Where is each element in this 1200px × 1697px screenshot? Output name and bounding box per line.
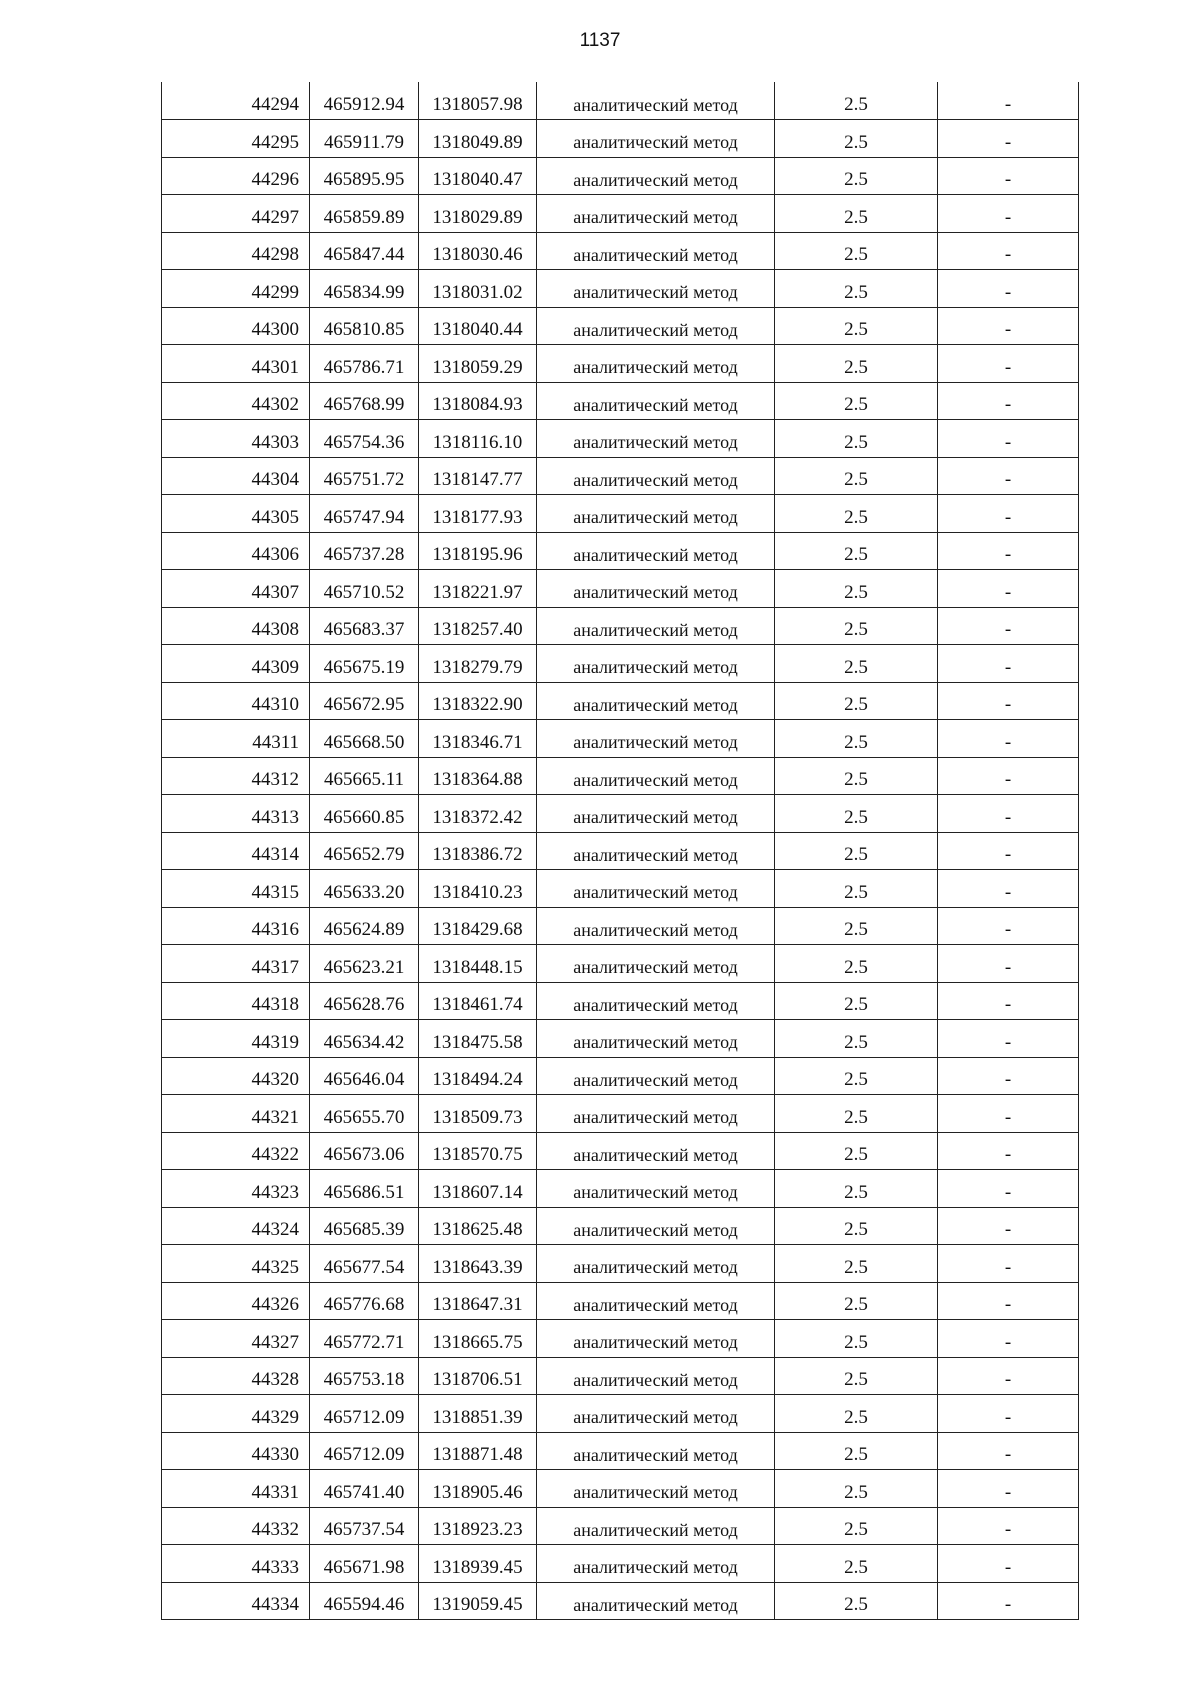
method-cell: аналитический метод	[537, 1395, 775, 1433]
accuracy-cell: 2.5	[775, 1395, 938, 1433]
accuracy-cell: 2.5	[775, 82, 938, 120]
accuracy-cell: 2.5	[775, 457, 938, 495]
y-coordinate-cell: 1318905.46	[419, 1470, 537, 1508]
point-number-cell: 44313	[162, 795, 310, 833]
point-number-cell: 44303	[162, 420, 310, 458]
note-cell: -	[938, 532, 1079, 570]
table-row	[162, 1582, 1079, 1620]
note-cell: -	[938, 1207, 1079, 1245]
method-cell: аналитический метод	[537, 1095, 775, 1133]
note-cell: -	[938, 420, 1079, 458]
y-coordinate-cell: 1318643.39	[419, 1245, 537, 1283]
method-cell: аналитический метод	[537, 945, 775, 983]
y-coordinate-cell: 1318364.88	[419, 757, 537, 795]
point-number-cell: 44296	[162, 157, 310, 195]
y-coordinate-cell: 1318049.89	[419, 120, 537, 158]
method-cell: аналитический метод	[537, 82, 775, 120]
x-coordinate-cell: 465683.37	[310, 607, 419, 645]
accuracy-cell: 2.5	[775, 1507, 938, 1545]
accuracy-cell: 2.5	[775, 982, 938, 1020]
table-body	[162, 82, 1079, 1620]
method-cell: аналитический метод	[537, 645, 775, 683]
x-coordinate-cell: 465786.71	[310, 345, 419, 383]
table-row	[162, 1432, 1079, 1470]
x-coordinate-cell: 465772.71	[310, 1320, 419, 1358]
y-coordinate-cell: 1318040.47	[419, 157, 537, 195]
y-coordinate-cell: 1318607.14	[419, 1170, 537, 1208]
x-coordinate-cell: 465712.09	[310, 1432, 419, 1470]
x-coordinate-cell: 465634.42	[310, 1020, 419, 1058]
method-cell: аналитический метод	[537, 120, 775, 158]
method-cell: аналитический метод	[537, 1282, 775, 1320]
table-row	[162, 982, 1079, 1020]
method-cell: аналитический метод	[537, 720, 775, 758]
x-coordinate-cell: 465847.44	[310, 232, 419, 270]
note-cell: -	[938, 1545, 1079, 1583]
point-number-cell: 44308	[162, 607, 310, 645]
coordinates-table	[161, 82, 1079, 1620]
note-cell: -	[938, 1020, 1079, 1058]
accuracy-cell: 2.5	[775, 795, 938, 833]
x-coordinate-cell: 465741.40	[310, 1470, 419, 1508]
accuracy-cell: 2.5	[775, 1245, 938, 1283]
note-cell: -	[938, 720, 1079, 758]
x-coordinate-cell: 465665.11	[310, 757, 419, 795]
x-coordinate-cell: 465668.50	[310, 720, 419, 758]
x-coordinate-cell: 465673.06	[310, 1132, 419, 1170]
y-coordinate-cell: 1318448.15	[419, 945, 537, 983]
point-number-cell: 44301	[162, 345, 310, 383]
accuracy-cell: 2.5	[775, 1132, 938, 1170]
point-number-cell: 44315	[162, 870, 310, 908]
x-coordinate-cell: 465768.99	[310, 382, 419, 420]
page-number: 1137	[579, 30, 621, 51]
point-number-cell: 44306	[162, 532, 310, 570]
y-coordinate-cell: 1318372.42	[419, 795, 537, 833]
point-number-cell: 44317	[162, 945, 310, 983]
y-coordinate-cell: 1318040.44	[419, 307, 537, 345]
y-coordinate-cell: 1318509.73	[419, 1095, 537, 1133]
x-coordinate-cell: 465633.20	[310, 870, 419, 908]
coordinates-table-container	[161, 82, 1078, 1620]
point-number-cell: 44326	[162, 1282, 310, 1320]
x-coordinate-cell: 465685.39	[310, 1207, 419, 1245]
table-row	[162, 1545, 1079, 1583]
y-coordinate-cell: 1319059.45	[419, 1582, 537, 1620]
table-row	[162, 1470, 1079, 1508]
table-row	[162, 945, 1079, 983]
accuracy-cell: 2.5	[775, 270, 938, 308]
table-row	[162, 382, 1079, 420]
y-coordinate-cell: 1318625.48	[419, 1207, 537, 1245]
table-row	[162, 1320, 1079, 1358]
accuracy-cell: 2.5	[775, 645, 938, 683]
point-number-cell: 44334	[162, 1582, 310, 1620]
y-coordinate-cell: 1318475.58	[419, 1020, 537, 1058]
point-number-cell: 44307	[162, 570, 310, 608]
point-number-cell: 44299	[162, 270, 310, 308]
table-row	[162, 1020, 1079, 1058]
y-coordinate-cell: 1318429.68	[419, 907, 537, 945]
x-coordinate-cell: 465686.51	[310, 1170, 419, 1208]
x-coordinate-cell: 465655.70	[310, 1095, 419, 1133]
table-row	[162, 757, 1079, 795]
table-row	[162, 607, 1079, 645]
table-row	[162, 270, 1079, 308]
point-number-cell: 44311	[162, 720, 310, 758]
table-row	[162, 82, 1079, 120]
accuracy-cell: 2.5	[775, 1282, 938, 1320]
method-cell: аналитический метод	[537, 1245, 775, 1283]
y-coordinate-cell: 1318257.40	[419, 607, 537, 645]
table-row	[162, 120, 1079, 158]
y-coordinate-cell: 1318386.72	[419, 832, 537, 870]
table-row	[162, 307, 1079, 345]
x-coordinate-cell: 465652.79	[310, 832, 419, 870]
method-cell: аналитический метод	[537, 570, 775, 608]
x-coordinate-cell: 465754.36	[310, 420, 419, 458]
x-coordinate-cell: 465594.46	[310, 1582, 419, 1620]
table-row	[162, 232, 1079, 270]
accuracy-cell: 2.5	[775, 832, 938, 870]
accuracy-cell: 2.5	[775, 1095, 938, 1133]
accuracy-cell: 2.5	[775, 720, 938, 758]
method-cell: аналитический метод	[537, 907, 775, 945]
y-coordinate-cell: 1318084.93	[419, 382, 537, 420]
accuracy-cell: 2.5	[775, 870, 938, 908]
accuracy-cell: 2.5	[775, 495, 938, 533]
table-row	[162, 1507, 1079, 1545]
note-cell: -	[938, 1357, 1079, 1395]
method-cell: аналитический метод	[537, 607, 775, 645]
point-number-cell: 44304	[162, 457, 310, 495]
accuracy-cell: 2.5	[775, 307, 938, 345]
table-row	[162, 870, 1079, 908]
note-cell: -	[938, 1095, 1079, 1133]
x-coordinate-cell: 465628.76	[310, 982, 419, 1020]
point-number-cell: 44305	[162, 495, 310, 533]
note-cell: -	[938, 832, 1079, 870]
method-cell: аналитический метод	[537, 1132, 775, 1170]
method-cell: аналитический метод	[537, 1207, 775, 1245]
y-coordinate-cell: 1318939.45	[419, 1545, 537, 1583]
method-cell: аналитический метод	[537, 195, 775, 233]
y-coordinate-cell: 1318851.39	[419, 1395, 537, 1433]
method-cell: аналитический метод	[537, 495, 775, 533]
note-cell: -	[938, 157, 1079, 195]
x-coordinate-cell: 465859.89	[310, 195, 419, 233]
method-cell: аналитический метод	[537, 270, 775, 308]
table-row	[162, 457, 1079, 495]
note-cell: -	[938, 570, 1079, 608]
point-number-cell: 44319	[162, 1020, 310, 1058]
table-row	[162, 1207, 1079, 1245]
y-coordinate-cell: 1318923.23	[419, 1507, 537, 1545]
point-number-cell: 44322	[162, 1132, 310, 1170]
x-coordinate-cell: 465810.85	[310, 307, 419, 345]
y-coordinate-cell: 1318059.29	[419, 345, 537, 383]
x-coordinate-cell: 465672.95	[310, 682, 419, 720]
point-number-cell: 44310	[162, 682, 310, 720]
y-coordinate-cell: 1318570.75	[419, 1132, 537, 1170]
y-coordinate-cell: 1318322.90	[419, 682, 537, 720]
point-number-cell: 44327	[162, 1320, 310, 1358]
point-number-cell: 44298	[162, 232, 310, 270]
method-cell: аналитический метод	[537, 1470, 775, 1508]
table-row	[162, 495, 1079, 533]
method-cell: аналитический метод	[537, 532, 775, 570]
method-cell: аналитический метод	[537, 757, 775, 795]
accuracy-cell: 2.5	[775, 1545, 938, 1583]
accuracy-cell: 2.5	[775, 757, 938, 795]
x-coordinate-cell: 465660.85	[310, 795, 419, 833]
y-coordinate-cell: 1318057.98	[419, 82, 537, 120]
table-row	[162, 795, 1079, 833]
note-cell: -	[938, 1320, 1079, 1358]
table-row	[162, 532, 1079, 570]
table-row	[162, 1357, 1079, 1395]
note-cell: -	[938, 382, 1079, 420]
table-row	[162, 907, 1079, 945]
note-cell: -	[938, 232, 1079, 270]
method-cell: аналитический метод	[537, 682, 775, 720]
method-cell: аналитический метод	[537, 420, 775, 458]
accuracy-cell: 2.5	[775, 945, 938, 983]
note-cell: -	[938, 270, 1079, 308]
method-cell: аналитический метод	[537, 382, 775, 420]
method-cell: аналитический метод	[537, 870, 775, 908]
table-row	[162, 420, 1079, 458]
y-coordinate-cell: 1318494.24	[419, 1057, 537, 1095]
note-cell: -	[938, 645, 1079, 683]
x-coordinate-cell: 465737.54	[310, 1507, 419, 1545]
note-cell: -	[938, 1432, 1079, 1470]
accuracy-cell: 2.5	[775, 195, 938, 233]
note-cell: -	[938, 1245, 1079, 1283]
point-number-cell: 44316	[162, 907, 310, 945]
method-cell: аналитический метод	[537, 1170, 775, 1208]
accuracy-cell: 2.5	[775, 420, 938, 458]
method-cell: аналитический метод	[537, 1020, 775, 1058]
point-number-cell: 44323	[162, 1170, 310, 1208]
method-cell: аналитический метод	[537, 1582, 775, 1620]
y-coordinate-cell: 1318116.10	[419, 420, 537, 458]
point-number-cell: 44331	[162, 1470, 310, 1508]
point-number-cell: 44333	[162, 1545, 310, 1583]
note-cell: -	[938, 1582, 1079, 1620]
method-cell: аналитический метод	[537, 795, 775, 833]
y-coordinate-cell: 1318221.97	[419, 570, 537, 608]
note-cell: -	[938, 345, 1079, 383]
method-cell: аналитический метод	[537, 832, 775, 870]
point-number-cell: 44314	[162, 832, 310, 870]
x-coordinate-cell: 465911.79	[310, 120, 419, 158]
x-coordinate-cell: 465747.94	[310, 495, 419, 533]
note-cell: -	[938, 1132, 1079, 1170]
method-cell: аналитический метод	[537, 982, 775, 1020]
point-number-cell: 44320	[162, 1057, 310, 1095]
y-coordinate-cell: 1318871.48	[419, 1432, 537, 1470]
x-coordinate-cell: 465753.18	[310, 1357, 419, 1395]
note-cell: -	[938, 195, 1079, 233]
table-row	[162, 645, 1079, 683]
note-cell: -	[938, 870, 1079, 908]
y-coordinate-cell: 1318346.71	[419, 720, 537, 758]
method-cell: аналитический метод	[537, 157, 775, 195]
method-cell: аналитический метод	[537, 1357, 775, 1395]
y-coordinate-cell: 1318410.23	[419, 870, 537, 908]
accuracy-cell: 2.5	[775, 1470, 938, 1508]
x-coordinate-cell: 465677.54	[310, 1245, 419, 1283]
x-coordinate-cell: 465751.72	[310, 457, 419, 495]
accuracy-cell: 2.5	[775, 607, 938, 645]
note-cell: -	[938, 1170, 1079, 1208]
y-coordinate-cell: 1318147.77	[419, 457, 537, 495]
y-coordinate-cell: 1318031.02	[419, 270, 537, 308]
point-number-cell: 44328	[162, 1357, 310, 1395]
accuracy-cell: 2.5	[775, 1207, 938, 1245]
note-cell: -	[938, 1057, 1079, 1095]
x-coordinate-cell: 465623.21	[310, 945, 419, 983]
point-number-cell: 44329	[162, 1395, 310, 1433]
table-row	[162, 682, 1079, 720]
note-cell: -	[938, 307, 1079, 345]
method-cell: аналитический метод	[537, 1320, 775, 1358]
y-coordinate-cell: 1318030.46	[419, 232, 537, 270]
x-coordinate-cell: 465776.68	[310, 1282, 419, 1320]
x-coordinate-cell: 465671.98	[310, 1545, 419, 1583]
accuracy-cell: 2.5	[775, 345, 938, 383]
table-row	[162, 1245, 1079, 1283]
accuracy-cell: 2.5	[775, 382, 938, 420]
table-row	[162, 1095, 1079, 1133]
table-row	[162, 832, 1079, 870]
point-number-cell: 44318	[162, 982, 310, 1020]
table-row	[162, 570, 1079, 608]
note-cell: -	[938, 82, 1079, 120]
method-cell: аналитический метод	[537, 1507, 775, 1545]
x-coordinate-cell: 465834.99	[310, 270, 419, 308]
accuracy-cell: 2.5	[775, 1020, 938, 1058]
point-number-cell: 44325	[162, 1245, 310, 1283]
note-cell: -	[938, 945, 1079, 983]
x-coordinate-cell: 465895.95	[310, 157, 419, 195]
y-coordinate-cell: 1318195.96	[419, 532, 537, 570]
table-row	[162, 345, 1079, 383]
x-coordinate-cell: 465646.04	[310, 1057, 419, 1095]
note-cell: -	[938, 495, 1079, 533]
point-number-cell: 44309	[162, 645, 310, 683]
x-coordinate-cell: 465710.52	[310, 570, 419, 608]
point-number-cell: 44312	[162, 757, 310, 795]
table-row	[162, 1282, 1079, 1320]
y-coordinate-cell: 1318647.31	[419, 1282, 537, 1320]
accuracy-cell: 2.5	[775, 157, 938, 195]
accuracy-cell: 2.5	[775, 120, 938, 158]
note-cell: -	[938, 1282, 1079, 1320]
point-number-cell: 44332	[162, 1507, 310, 1545]
note-cell: -	[938, 757, 1079, 795]
table-row	[162, 1057, 1079, 1095]
table-row	[162, 195, 1079, 233]
accuracy-cell: 2.5	[775, 1432, 938, 1470]
y-coordinate-cell: 1318279.79	[419, 645, 537, 683]
accuracy-cell: 2.5	[775, 907, 938, 945]
x-coordinate-cell: 465912.94	[310, 82, 419, 120]
x-coordinate-cell: 465737.28	[310, 532, 419, 570]
accuracy-cell: 2.5	[775, 570, 938, 608]
note-cell: -	[938, 795, 1079, 833]
accuracy-cell: 2.5	[775, 232, 938, 270]
note-cell: -	[938, 982, 1079, 1020]
note-cell: -	[938, 607, 1079, 645]
accuracy-cell: 2.5	[775, 1170, 938, 1208]
y-coordinate-cell: 1318461.74	[419, 982, 537, 1020]
note-cell: -	[938, 1507, 1079, 1545]
y-coordinate-cell: 1318029.89	[419, 195, 537, 233]
method-cell: аналитический метод	[537, 1057, 775, 1095]
accuracy-cell: 2.5	[775, 1320, 938, 1358]
point-number-cell: 44302	[162, 382, 310, 420]
point-number-cell: 44330	[162, 1432, 310, 1470]
method-cell: аналитический метод	[537, 1545, 775, 1583]
method-cell: аналитический метод	[537, 457, 775, 495]
x-coordinate-cell: 465712.09	[310, 1395, 419, 1433]
note-cell: -	[938, 1470, 1079, 1508]
point-number-cell: 44297	[162, 195, 310, 233]
accuracy-cell: 2.5	[775, 1582, 938, 1620]
y-coordinate-cell: 1318665.75	[419, 1320, 537, 1358]
point-number-cell: 44300	[162, 307, 310, 345]
table-row	[162, 1170, 1079, 1208]
point-number-cell: 44295	[162, 120, 310, 158]
table-row	[162, 1395, 1079, 1433]
point-number-cell: 44324	[162, 1207, 310, 1245]
note-cell: -	[938, 120, 1079, 158]
accuracy-cell: 2.5	[775, 1057, 938, 1095]
table-row	[162, 720, 1079, 758]
table-row	[162, 157, 1079, 195]
method-cell: аналитический метод	[537, 232, 775, 270]
method-cell: аналитический метод	[537, 1432, 775, 1470]
note-cell: -	[938, 1395, 1079, 1433]
method-cell: аналитический метод	[537, 345, 775, 383]
accuracy-cell: 2.5	[775, 532, 938, 570]
table-row	[162, 1132, 1079, 1170]
accuracy-cell: 2.5	[775, 1357, 938, 1395]
note-cell: -	[938, 682, 1079, 720]
y-coordinate-cell: 1318177.93	[419, 495, 537, 533]
note-cell: -	[938, 907, 1079, 945]
x-coordinate-cell: 465624.89	[310, 907, 419, 945]
method-cell: аналитический метод	[537, 307, 775, 345]
x-coordinate-cell: 465675.19	[310, 645, 419, 683]
point-number-cell: 44294	[162, 82, 310, 120]
y-coordinate-cell: 1318706.51	[419, 1357, 537, 1395]
point-number-cell: 44321	[162, 1095, 310, 1133]
note-cell: -	[938, 457, 1079, 495]
accuracy-cell: 2.5	[775, 682, 938, 720]
